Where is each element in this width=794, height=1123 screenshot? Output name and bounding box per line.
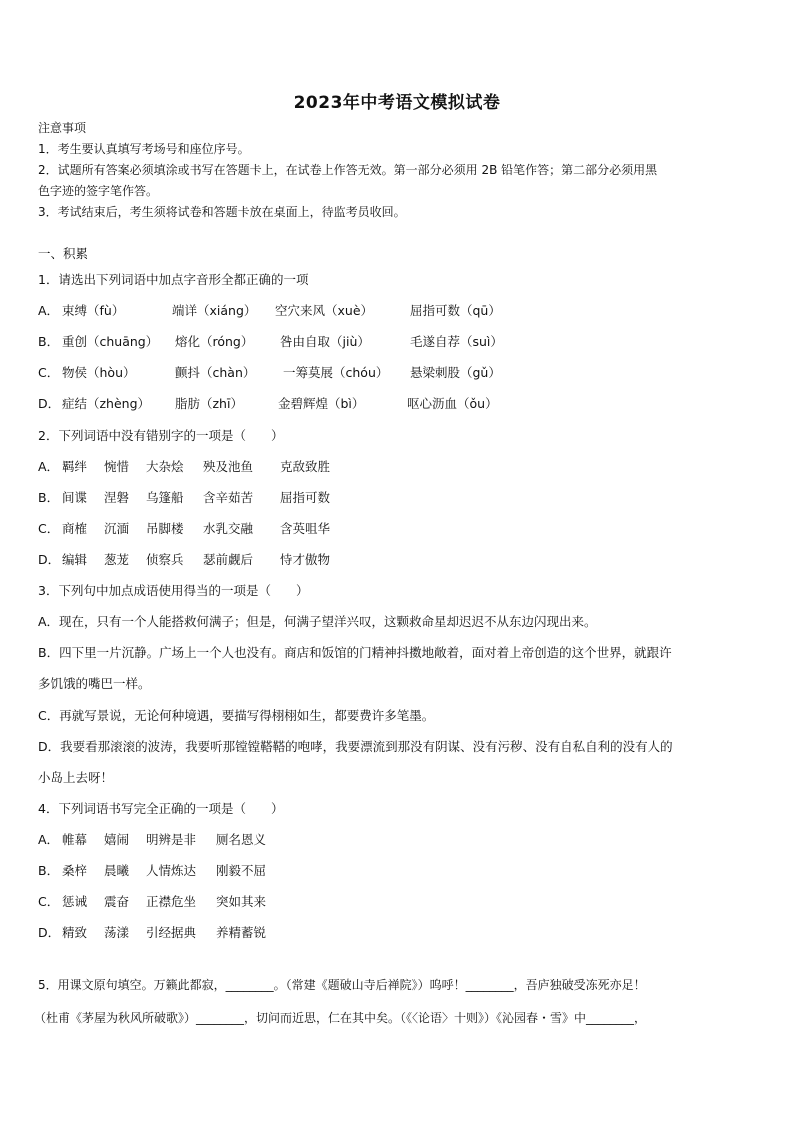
option-word: 惋惜	[104, 459, 130, 474]
option-letter: A．	[38, 459, 60, 474]
option-word: 嬉闹	[104, 832, 130, 847]
option-word: 荡漾	[104, 925, 130, 940]
option-word: 克敌致胜	[280, 459, 331, 474]
question-5-line-2: （杜甫《茅屋为秋风所破歌》）________，切问而近思，仁在其中矣。（《〈论语〉十则》）《沁园春・雪》中________，	[34, 1011, 647, 1025]
option-word: 葱茏	[104, 552, 130, 567]
option-word: 侦察兵	[146, 552, 184, 567]
option-word: 空穴来风（xuè）	[275, 303, 374, 318]
option-word: 金碧辉煌（bì）	[278, 396, 365, 411]
option-word: 症结（zhèng）	[62, 396, 151, 411]
option-word: 熔化（róng）	[175, 334, 254, 349]
option-word: 殃及池鱼	[203, 459, 254, 474]
question-3-option-c: C．再就写景说，无论何种境遇，要描写得栩栩如生，都要费许多笔墨。	[38, 708, 435, 723]
option-letter: D．	[38, 925, 61, 940]
option-word: 精致	[62, 925, 88, 940]
section-heading: 一、积累	[38, 246, 89, 261]
option-word: 大杂烩	[146, 459, 184, 474]
option-word: 重创（chuāng）	[62, 334, 159, 349]
option-word: 人情炼达	[146, 863, 197, 878]
option-word: 物侯（hòu）	[62, 365, 136, 380]
option-word: 编辑	[62, 552, 88, 567]
option-word: 屈指可数（qū）	[410, 303, 501, 318]
notice-line-2: 2．试题所有答案必须填涂或书写在答题卡上，在试卷上作答无效。第一部分必须用 2B 铅笔作答；第二部分必须用黑	[38, 163, 658, 177]
option-letter: D．	[38, 396, 61, 411]
question-2-stem: 2．下列词语中没有错别字的一项是（ ）	[38, 428, 284, 443]
option-word: 正襟危坐	[146, 894, 197, 909]
option-letter: B．	[38, 490, 60, 505]
option-letter: A．	[38, 303, 60, 318]
option-word: 端详（xiáng）	[172, 303, 257, 318]
question-3-option-d: D．我要看那滚滚的波涛，我要听那镗镗鞳鞳的咆哮，我要漂流到那没有阴谋、没有污秽、没有自私自利的没有人的	[38, 739, 673, 754]
option-letter: A．	[38, 832, 60, 847]
option-word: 间谍	[62, 490, 88, 505]
question-1-stem: 1．请选出下列词语中加点字音形全都正确的一项	[38, 272, 309, 287]
option-word: 明辨是非	[146, 832, 197, 847]
option-word: 屈指可数	[280, 490, 331, 505]
option-word: 桑梓	[62, 863, 88, 878]
option-word: 悬梁刺股（gǔ）	[410, 365, 501, 380]
question-3-option-a: A．现在，只有一个人能搭救何满子；但是，何满子望洋兴叹，这颗救命星却迟迟不从东边闪现出来。	[38, 614, 597, 629]
option-word: 一筹莫展（chóu）	[283, 365, 389, 380]
option-word: 瑟前觑后	[203, 552, 254, 567]
option-letter: D．	[38, 552, 61, 567]
option-word: 惩诫	[62, 894, 88, 909]
option-letter: C．	[38, 894, 60, 909]
question-4-stem: 4．下列词语书写完全正确的一项是（ ）	[38, 801, 284, 816]
question-3-stem: 3．下列句中加点成语使用得当的一项是（ ）	[38, 583, 309, 598]
option-word: 水乳交融	[203, 521, 254, 536]
option-word: 涅磐	[104, 490, 130, 505]
option-word: 恃才傲物	[280, 552, 331, 567]
option-word: 脂肪（zhī）	[175, 396, 243, 411]
notice-line-1: 1．考生要认真填写考场号和座位序号。	[38, 142, 250, 156]
question-3-option-b-cont: 多饥饿的嘴巴一样。	[38, 676, 151, 691]
option-letter: B．	[38, 334, 60, 349]
option-letter: C．	[38, 365, 60, 380]
notice-line-2-cont: 色字迹的签字笔作答。	[38, 184, 159, 198]
page-title: 2023年中考语文模拟试卷	[293, 93, 501, 113]
question-3-option-b: B．四下里一片沉静。广场上一个人也没有。商店和饭馆的门精神抖擞地敞着，面对着上帝创造的这个世界，就跟许	[38, 645, 672, 660]
option-word: 吊脚楼	[146, 521, 184, 536]
option-word: 颤抖（chàn）	[175, 365, 256, 380]
option-word: 厕名恩义	[216, 832, 267, 847]
option-word: 羁绊	[62, 459, 88, 474]
option-word: 沉湎	[104, 521, 130, 536]
option-word: 毛遂自荐（suì）	[410, 334, 503, 349]
option-word: 刚毅不屈	[216, 863, 267, 878]
notice-heading: 注意事项	[38, 121, 87, 135]
option-word: 突如其来	[216, 894, 267, 909]
option-word: 震奋	[104, 894, 130, 909]
option-word: 含辛茹苦	[203, 490, 254, 505]
option-letter: B．	[38, 863, 60, 878]
option-letter: C．	[38, 521, 60, 536]
question-3-option-d-cont: 小岛上去呀！	[38, 770, 114, 785]
question-5-line-1: 5．用课文原句填空。万籁此都寂，________。（常建《题破山寺后禅院》）呜呼！________，吾庐独破受冻死亦足！	[38, 978, 646, 992]
notice-line-3: 3．考试结束后，考生须将试卷和答题卡放在桌面上，待监考员收回。	[38, 205, 406, 219]
option-word: 商榷	[62, 521, 88, 536]
option-word: 束缚（fù）	[62, 303, 125, 318]
option-word: 养精蓄锐	[216, 925, 267, 940]
option-word: 呕心沥血（ǒu）	[407, 396, 498, 411]
option-word: 乌篷船	[146, 490, 184, 505]
option-word: 帷幕	[62, 832, 88, 847]
option-word: 引经据典	[146, 925, 197, 940]
option-word: 晨曦	[104, 863, 130, 878]
option-word: 含英咀华	[280, 521, 331, 536]
option-word: 咎由自取（jiù）	[280, 334, 370, 349]
